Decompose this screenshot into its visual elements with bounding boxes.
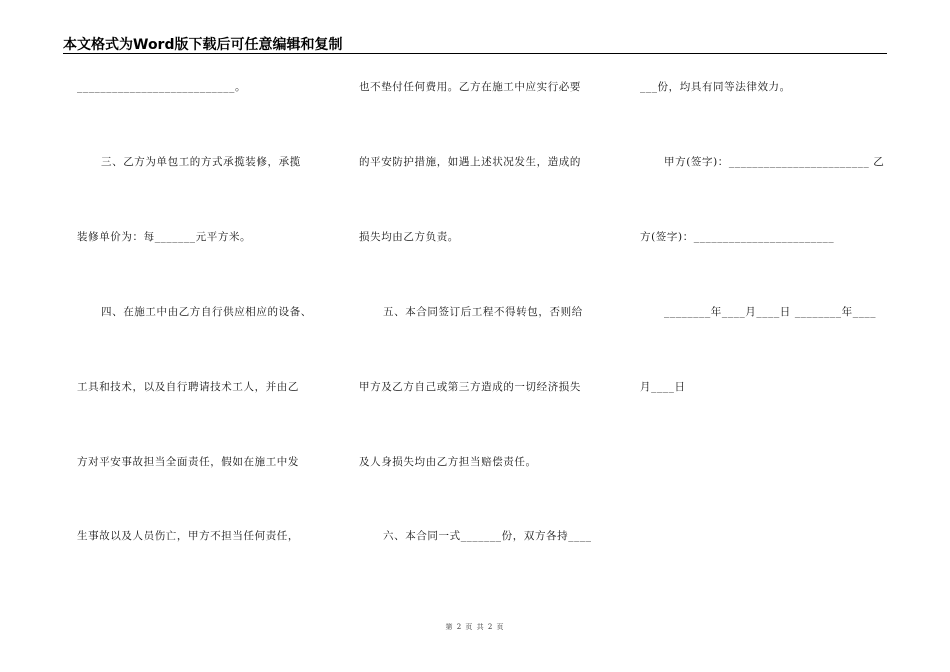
- page-number: 第 2 页 共 2 页: [445, 623, 505, 631]
- middle-line-1: 也不垫付任何费用。乙方在施工中应实行必要: [359, 81, 581, 93]
- right-line-3: 方(签字)：________________________: [640, 231, 835, 243]
- middle-line-7: 六、本合同一式_______份，双方各持____: [383, 530, 592, 542]
- middle-line-4: 五、本合同签订后工程不得转包，否则给: [383, 306, 583, 318]
- left-line-1: ___________________________。: [77, 81, 247, 93]
- left-line-5: 工具和技术，以及自行聘请技术工人，并由乙: [77, 381, 299, 393]
- right-line-2: 甲方(签字)：________________________ 乙: [664, 156, 885, 168]
- left-line-7: 生事故以及人员伤亡，甲方不担当任何责任，: [77, 530, 299, 542]
- header-divider: [63, 53, 887, 54]
- right-line-4: ________年____月____日 ________年____: [664, 306, 877, 318]
- left-line-3: 装修单价为：每_______元平方米。: [77, 231, 252, 243]
- left-line-6: 方对平安事故担当全面责任，假如在施工中发: [77, 456, 299, 468]
- right-line-5: 月____日: [640, 381, 686, 393]
- right-line-1: ___份，均具有同等法律效力。: [640, 81, 791, 93]
- middle-line-5: 甲方及乙方自己或第三方造成的一切经济损失: [359, 381, 581, 393]
- middle-line-3: 损失均由乙方负责。: [359, 231, 459, 243]
- left-line-4: 四、在施工中由乙方自行供应相应的设备、: [101, 306, 312, 318]
- document-header-title: 本文格式为Word版下载后可任意编辑和复制: [63, 37, 343, 53]
- left-line-2: 三、乙方为单包工的方式承揽装修，承揽: [101, 156, 301, 168]
- middle-line-2: 的平安防护措施，如遇上述状况发生，造成的: [359, 156, 581, 168]
- middle-line-6: 及人身损失均由乙方担当赔偿责任。: [359, 456, 537, 468]
